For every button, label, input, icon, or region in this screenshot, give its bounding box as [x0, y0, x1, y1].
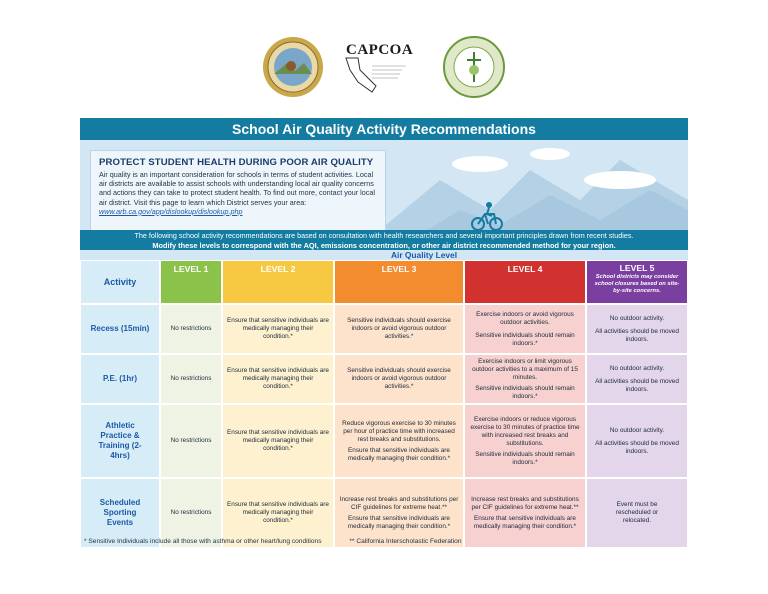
district-lookup-link[interactable]: www.arb.ca.gov/app/dislookup/dislookup.php: [99, 206, 243, 216]
note-line-1: The following school activity recommendations are based on consultation with health researchers and several important principles drawn from recent studies.: [134, 231, 634, 240]
note-bar: [80, 230, 688, 250]
level-4-header: LEVEL 4: [464, 260, 586, 304]
activity-recess: Recess (15min): [80, 304, 160, 354]
recess-level-1: No restrictions: [160, 304, 222, 354]
pe-level-4: Exercise indoors or limit vigorous outdoor activities to a maximum of 15 minutes. Sensitive individuals should remain indoors.*: [464, 354, 586, 404]
pe-level-1: No restrictions: [160, 354, 222, 404]
events-level-2: Ensure that sensitive individuals are medically managing their condition.*: [222, 478, 334, 548]
recess-level-3: Sensitive individuals should exercise indoors or avoid vigorous outdoor activities.*: [334, 304, 464, 354]
recess-level-5: No outdoor activity. All activities should be moved indoors.: [586, 304, 688, 354]
athletic-level-4: Exercise indoors or reduce vigorous exercise to 30 minutes of practice time with increased rest breaks and substitutions. Sensitive individuals should remain indoors.*: [464, 404, 586, 478]
level-5-header: LEVEL 5 School districts may consider school closures based on site-by-site concerns.: [586, 260, 688, 304]
activity-athletic-practice: Athletic Practice & Training (2-4hrs): [80, 404, 160, 478]
recess-level-4: Exercise indoors or avoid vigorous outdoor activities. Sensitive individuals should remain indoors.*: [464, 304, 586, 354]
level-3-header: LEVEL 3: [334, 260, 464, 304]
footnotes: [84, 538, 684, 545]
bicycle-rider-icon: [470, 200, 504, 232]
page-title: School Air Quality Activity Recommendations: [80, 118, 688, 140]
activity-sporting-events: Scheduled Sporting Events: [80, 478, 160, 548]
note-line-2: Modify these levels to correspond with the AQI, emissions concentration, or other air district recommended method for your region.: [152, 240, 616, 250]
capcoa-logo: [336, 40, 428, 96]
athletic-level-3: Reduce vigorous exercise to 30 minutes per hour of practice time with increased rest breaks and substitutions. Ensure that sensitive individuals are medically managing their condition.*: [334, 404, 464, 478]
athletic-level-2: Ensure that sensitive individuals are medically managing their condition.*: [222, 404, 334, 478]
great-seal-of-california-icon: [262, 36, 324, 98]
document: [80, 118, 688, 552]
events-level-5: Event must be rescheduled or relocated.: [586, 478, 688, 548]
intro-body: [99, 170, 377, 216]
footnote-cif: ** California Interscholastic Federation: [349, 538, 462, 545]
level-2-header: LEVEL 2: [222, 260, 334, 304]
events-level-1: No restrictions: [160, 478, 222, 548]
level-1-header: LEVEL 1: [160, 260, 222, 304]
events-level-4: Increase rest breaks and substitutions per CIF guidelines for extreme heat.** Ensure that sensitive individuals are medically managing their condition.*: [464, 478, 586, 548]
pe-level-2: Ensure that sensitive individuals are medically managing their condition.*: [222, 354, 334, 404]
footnote-sensitive: * Sensitive Individuals include all those with asthma or other heart/lung conditions: [84, 538, 322, 545]
intro-heading: PROTECT STUDENT HEALTH DURING POOR AIR QUALITY: [99, 157, 374, 168]
air-quality-level-label: Air Quality Level: [390, 250, 458, 260]
capcoa-wordmark: CAPCOA: [346, 42, 414, 58]
logo-strip: [0, 36, 768, 100]
intro-text: Air quality is an important consideration for schools in terms of student activities. Local air districts are available to assist schools with understanding local air quality concerns and actions they can take to protect student health. To find out more, contact your local air district. Visit this page to learn which District serves your area:: [99, 170, 375, 207]
athletic-level-5: No outdoor activity. All activities should be moved indoors.: [586, 404, 688, 478]
air-resources-board-seal-icon: [443, 36, 505, 98]
athletic-level-1: No restrictions: [160, 404, 222, 478]
recess-level-2: Ensure that sensitive individuals are medically managing their condition.*: [222, 304, 334, 354]
activity-header: Activity: [80, 260, 160, 304]
pe-level-5: No outdoor activity. All activities should be moved indoors.: [586, 354, 688, 404]
activity-pe: P.E. (1hr): [80, 354, 160, 404]
pe-level-3: Sensitive individuals should exercise indoors or avoid vigorous outdoor activities.*: [334, 354, 464, 404]
level-5-note: School districts may consider school closures based on site-by-site concerns.: [594, 274, 680, 294]
events-level-3: Increase rest breaks and substitutions per CIF guidelines for extreme heat.** Ensure that sensitive individuals are medically managing their condition.*: [334, 478, 464, 548]
